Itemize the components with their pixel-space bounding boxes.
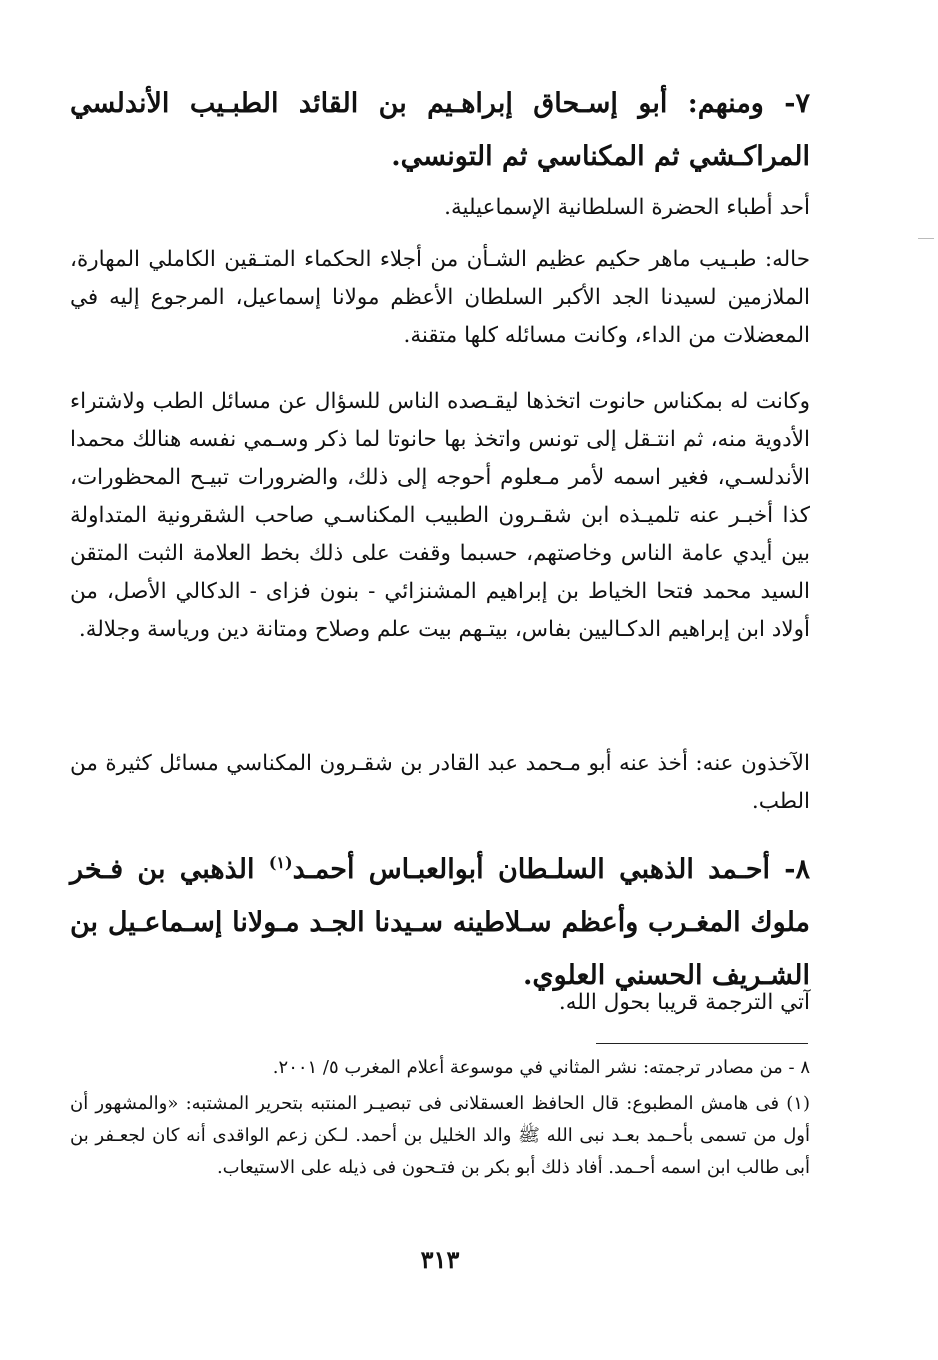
footnote-8: ٨ - من مصادر ترجمته: نشر المثاني في موسوعة أعلام المغرب ٥/ ٢٠٠١. <box>272 1057 810 1078</box>
entry-7-state-block <box>70 241 810 355</box>
page-number: ٣١٣ <box>420 1245 460 1274</box>
entry-7-students-block <box>70 745 810 821</box>
footnote-1: (١) فى هامش المطبوع: قال الحافظ العسقلانى فى تبصيـر المنتبه بتحرير المشتبه: «والمشهور أن أول من تسمى بأحـمد بعـد نبى الله ﷺ والد الخليل بن أحمد. لـكن زعم الواقدى أنه كان لجعـفر بن أبى طالب ابن اسمه أحـمد. أفاد ذلك أبو بكر بن فتـحون فى ذيله على الاستيعاب. <box>70 1093 810 1178</box>
entry-8-heading-end: الذهبي بن فـخر ملوك المغـرب وأعظم سـلاطينه سـيدنا الجـد مـولانا إسـماعـيل بن الشـريف الحسني العلوي. <box>70 854 810 991</box>
entry-8-heading-start: ٨- أحـمد الذهبي السلـطان أبوالعبـاس أحمـد <box>292 854 811 885</box>
footnote-1-block <box>70 1088 810 1184</box>
entry-7-students-paragraph: الآخذون عنه: أخذ عنه أبو مـحمد عبد القادر بن شقـرون المكناسي مسائل كثيرة من الطب. <box>70 751 810 814</box>
footnote-separator <box>596 1043 808 1044</box>
entry-8-note: آتي الترجمة قريبا بحول الله. <box>558 990 810 1015</box>
entry-7-state-paragraph: حاله: طبـيب ماهر حكيم عظيم الشـأن من أجلاء الحكماء المتـقين الكاملي المهارة، الملازمين لسيدنا الجد الأكبر السلطان الأعظم مولانا إسماعيل، المرجوع إليه في المعضلات من الداء، وكانت مسائله كلها متقنة. <box>70 247 810 348</box>
entry-7-shop-block <box>70 383 810 649</box>
entry-8-heading-block <box>70 836 810 1002</box>
entry-7-role-block <box>70 189 810 227</box>
entry-7-heading-block <box>70 77 810 183</box>
footnote-8-block <box>70 1052 810 1084</box>
entry-7-role: أحد أطباء الحضرة السلطانية الإسماعيلية. <box>444 195 810 220</box>
margin-mark <box>918 238 934 239</box>
entry-7-shop-paragraph: وكانت له بمكناس حانوت اتخذها ليقـصده الناس للسؤال عن مسائل الطب ولاشتراء الأدوية منه، ثم انتـقل إلى تونس واتخذ بها حانوتا لما ذكر وسـمي نفسه هنالك محمدا الأندلسـي، فغير اسمه لأمر مـعلوم أحوجه إلى ذلك، والضرورات تبيـح المحظورات، كذا أخبـر عنه تلميـذه ابن شقـرون الطبيب المكناسـي صاحب الشقرونية المتداولة بين أيدي عامة الناس وخاصتهم، حسبما وقفت على ذلك بخط العلامة الثبت المتقن السيد محمد فتحا الخياط بن إبراهيم المشنزائي - بنون فزاى - الدكالي الأصل، من أولاد ابن إبراهيم الدكـاليين بفاس، بيتـهم بيت علم وصلاح ومتانة دين ورياسة وجلالة. <box>70 389 810 642</box>
entry-8-heading <box>70 836 810 1002</box>
footnote-ref-1: (١) <box>268 853 293 872</box>
entry-8-note-block <box>70 984 810 1022</box>
entry-7-heading: ٧- ومنهم: أبو إسـحاق إبراهـيم بن القائد الطبـيب الأندلسي المراكـشي ثم المكناسي ثم التونسي. <box>70 88 810 172</box>
